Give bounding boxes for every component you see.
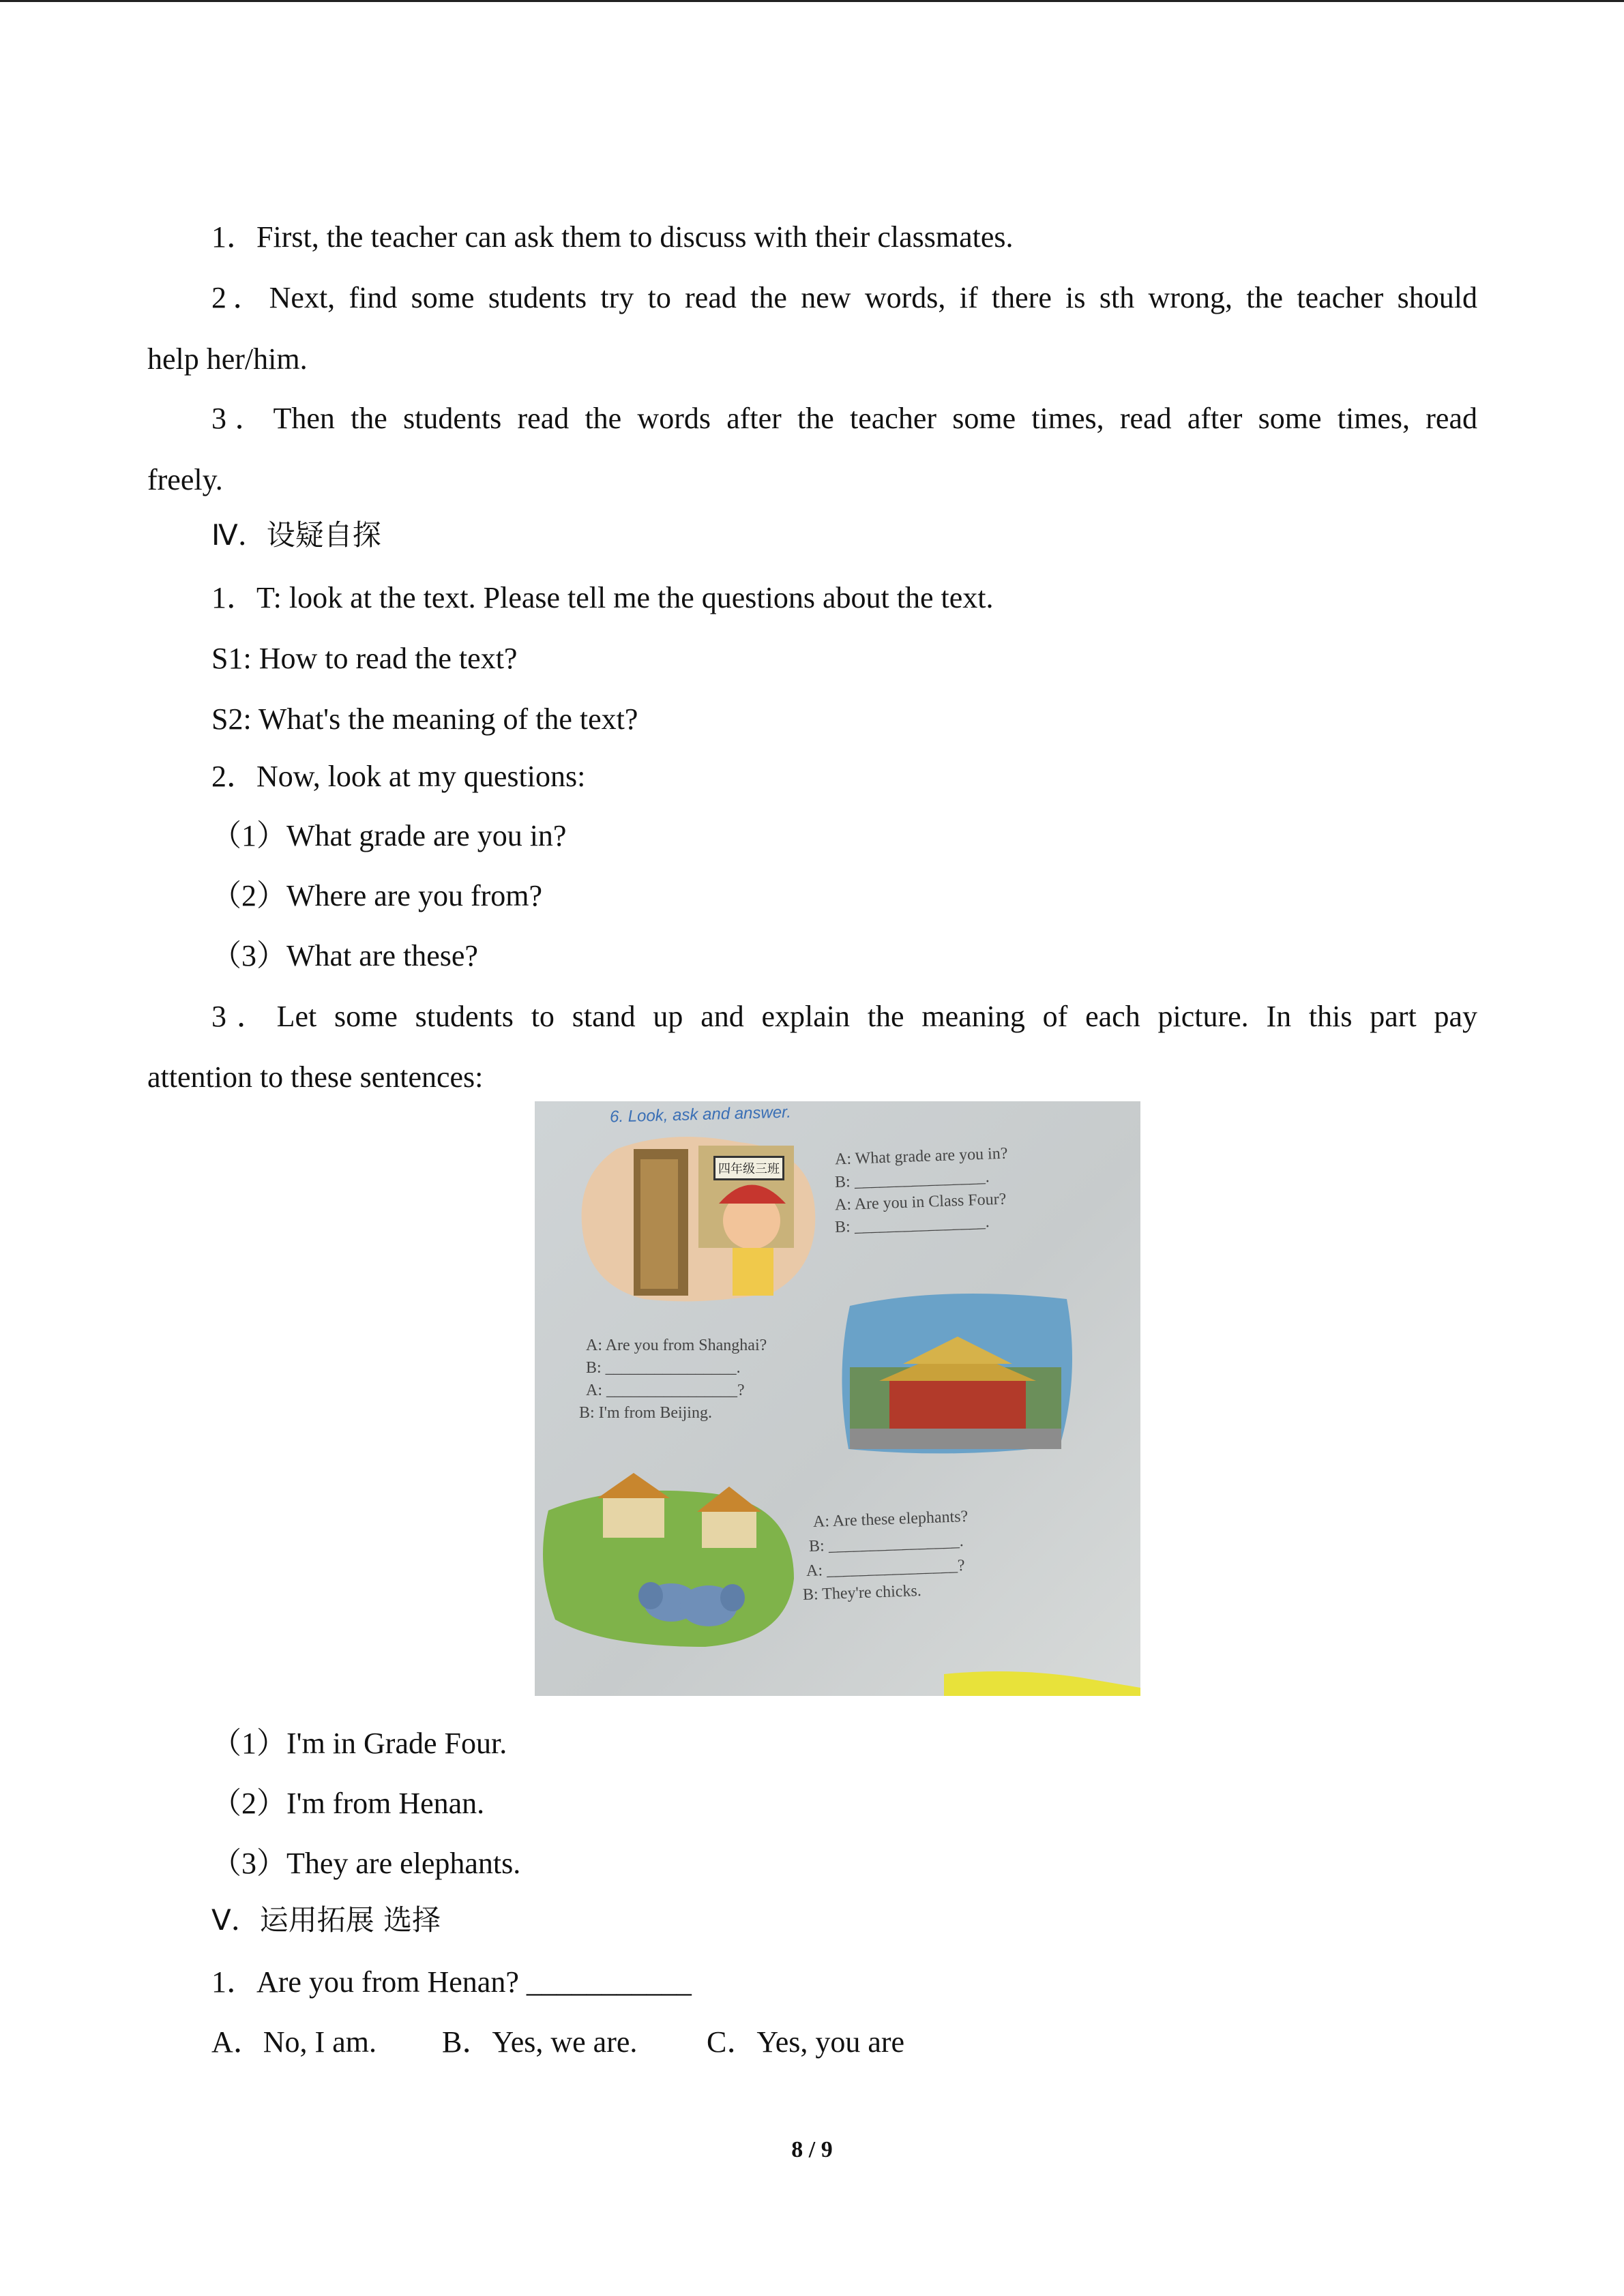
dialogue-3-b2: B: They're chicks. (802, 1581, 922, 1605)
dialogue-1-a2: A: Are you in Class Four? (834, 1190, 1007, 1214)
answer-3: （3）They are elephants. (211, 1847, 521, 1880)
section-4-item1: 1．T: look at the text. Please tell me the questions about the text. (211, 581, 994, 614)
question-2: （2）Where are you from? (211, 879, 543, 912)
exercise-title: 6. Look, ask and answer. (609, 1103, 792, 1127)
student-2-question: S2: What's the meaning of the text? (211, 702, 638, 736)
textbook-photo (535, 1101, 1140, 1696)
step-3-line2: freely. (147, 463, 223, 496)
section-4-heading: Ⅳ．设疑自探 (211, 518, 381, 552)
page-number: 8 / 9 (791, 2137, 833, 2162)
section-4-item3-line1: 3．Let some students to stand up and explain the meaning of each picture. In this part pay (211, 1000, 1477, 1033)
classroom-sign: 四年级三班 (713, 1156, 784, 1180)
dialogue-3-a1: A: Are these elephants? (812, 1508, 969, 1531)
question-1: （1）What grade are you in? (211, 819, 567, 852)
option-c: C．Yes, you are (707, 2025, 905, 2059)
dialogue-1-b2: B: ________________. (834, 1213, 990, 1236)
page-top-border (0, 0, 1624, 2)
section-5-heading: Ⅴ．运用拓展 选择 (211, 1903, 441, 1937)
option-b: B．Yes, we are. (442, 2025, 638, 2059)
dialogue-1-b1: B: ________________. (834, 1168, 990, 1191)
step-1: 1．First, the teacher can ask them to discuss with their classmates. (211, 220, 1014, 254)
step-2-line1: 2．Next, find some students try to read the new words, if there is sth wrong, the teacher should (211, 281, 1477, 314)
dialogue-3-a2: A: ________________? (806, 1556, 966, 1581)
section-4-item3-line2: attention to these sentences: (147, 1060, 484, 1094)
section-4-item2: 2．Now, look at my questions: (211, 760, 586, 793)
dialogue-2-a1: A: Are you from Shanghai? (586, 1337, 767, 1354)
dialogue-1-a1: A: What grade are you in? (834, 1144, 1008, 1169)
question-3: （3）What are these? (211, 939, 478, 972)
step-3-line1: 3．Then the students read the words after the teacher some times, read after some times, read (211, 402, 1477, 435)
exercise-question-1: 1．Are you from Henan? ___________ (211, 1965, 692, 1999)
answer-1: （1）I'm in Grade Four. (211, 1727, 507, 1760)
answer-2: （2）I'm from Henan. (211, 1787, 485, 1820)
dialogue-2-a2: A: ________________? (586, 1382, 745, 1399)
dialogue-3-b1: B: ________________. (808, 1532, 964, 1555)
dialogue-2-b1: B: ________________. (586, 1359, 741, 1377)
student-1-question: S1: How to read the text? (211, 642, 518, 675)
option-a: A．No, I am. (211, 2025, 377, 2059)
step-2-line2: help her/him. (147, 342, 308, 376)
dialogue-2-b2: B: I'm from Beijing. (579, 1404, 712, 1422)
